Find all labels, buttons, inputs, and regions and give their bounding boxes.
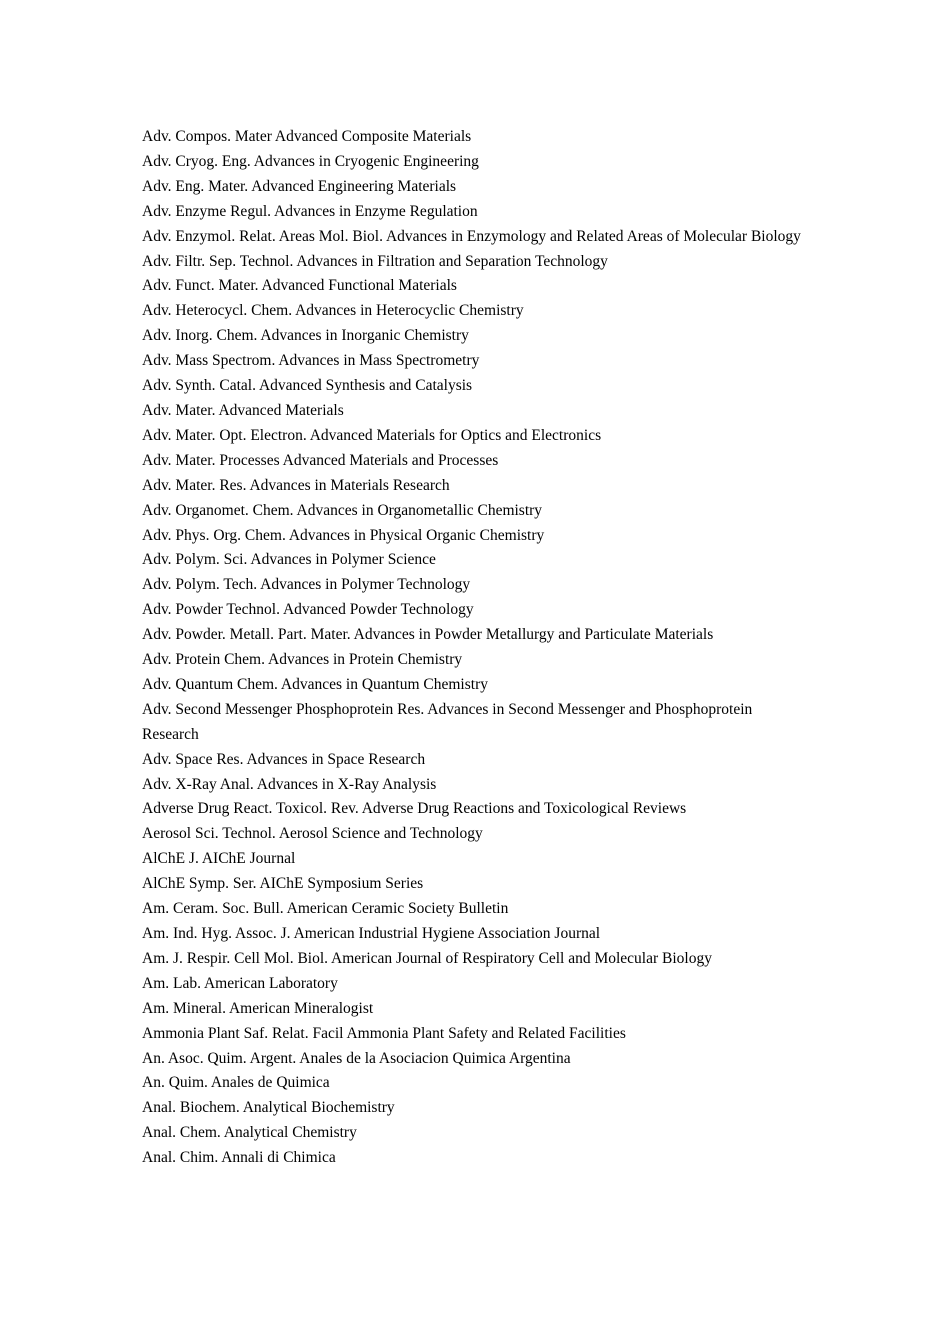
list-item: Adv. Inorg. Chem. Advances in Inorganic Chemistry (142, 327, 469, 345)
list-item: Adv. Enzyme Regul. Advances in Enzyme Regulation (142, 202, 478, 220)
list-item: Adverse Drug React. Toxicol. Rev. Adverse Drug Reactions and Toxicological Reviews (142, 800, 687, 818)
list-item: AlChE J. AIChE Journal (142, 850, 296, 868)
list-item: Adv. Mater. Processes Advanced Materials and Processes (142, 451, 499, 469)
list-item: Adv. Mater. Opt. Electron. Advanced Materials for Optics and Electronics (142, 426, 602, 444)
list-item: Adv. Compos. Mater Advanced Composite Materials (142, 128, 472, 145)
list-item: Adv. Filtr. Sep. Technol. Advances in Filtration and Separation Technology (142, 252, 608, 270)
list-item: An. Quim. Anales de Quimica (142, 1074, 330, 1092)
list-item: Adv. Second Messenger Phosphoprotein Res. Advances in Second Messenger and Phosphoprotein Research (142, 700, 753, 743)
list-item: Adv. Polym. Sci. Advances in Polymer Science (142, 551, 436, 569)
list-item: Am. Ceram. Soc. Bull. American Ceramic Society Bulletin (142, 900, 509, 918)
list-item: Adv. Quantum Chem. Advances in Quantum Chemistry (142, 675, 488, 693)
list-item: Adv. Polym. Tech. Advances in Polymer Technology (142, 576, 471, 594)
list-item: Adv. Organomet. Chem. Advances in Organometallic Chemistry (142, 501, 543, 519)
list-item: Anal. Chim. Annali di Chimica (142, 1149, 336, 1167)
list-item: Adv. Space Res. Advances in Space Research (142, 750, 426, 768)
list-item: Adv. Mass Spectrom. Advances in Mass Spectrometry (142, 352, 480, 370)
list-item: Adv. Powder Technol. Advanced Powder Technology (142, 601, 474, 619)
list-item: Adv. Protein Chem. Advances in Protein Chemistry (142, 651, 463, 669)
list-item: Adv. Mater. Advanced Materials (142, 401, 344, 419)
list-item: Adv. Enzymol. Relat. Areas Mol. Biol. Advances in Enzymology and Related Areas of Molecular Biology (142, 227, 801, 245)
list-item: Anal. Biochem. Analytical Biochemistry (142, 1099, 395, 1117)
list-item: Adv. Powder. Metall. Part. Mater. Advances in Powder Metallurgy and Particulate Materials (142, 626, 714, 644)
list-item: Adv. Synth. Catal. Advanced Synthesis and Catalysis (142, 377, 473, 395)
list-item: An. Asoc. Quim. Argent. Anales de la Asociacion Quimica Argentina (142, 1049, 571, 1067)
list-item: Am. Lab. American Laboratory (142, 974, 338, 992)
list-item: Adv. Eng. Mater. Advanced Engineering Materials (142, 177, 457, 195)
list-item: Ammonia Plant Saf. Relat. Facil Ammonia Plant Safety and Related Facilities (142, 1024, 626, 1042)
list-item: Adv. Phys. Org. Chem. Advances in Physical Organic Chemistry (142, 526, 545, 544)
list-item: Adv. Funct. Mater. Advanced Functional Materials (142, 277, 457, 295)
list-item: Adv. Mater. Res. Advances in Materials Research (142, 476, 450, 494)
list-item: Adv. X-Ray Anal. Advances in X-Ray Analysis (142, 775, 437, 793)
journal-abbreviation-list (142, 125, 812, 1171)
list-item: Adv. Heterocycl. Chem. Advances in Heterocyclic Chemistry (142, 302, 524, 320)
list-item: AlChE Symp. Ser. AIChE Symposium Series (142, 875, 424, 893)
list-item: Am. J. Respir. Cell Mol. Biol. American Journal of Respiratory Cell and Molecular Biology (142, 949, 712, 967)
list-item: Am. Mineral. American Mineralogist (142, 999, 374, 1017)
list-item: Am. Ind. Hyg. Assoc. J. American Industrial Hygiene Association Journal (142, 925, 601, 942)
list-item: Aerosol Sci. Technol. Aerosol Science and Technology (142, 825, 483, 843)
list-item: Adv. Cryog. Eng. Advances in Cryogenic Engineering (142, 152, 479, 170)
list-item: Anal. Chem. Analytical Chemistry (142, 1124, 357, 1142)
